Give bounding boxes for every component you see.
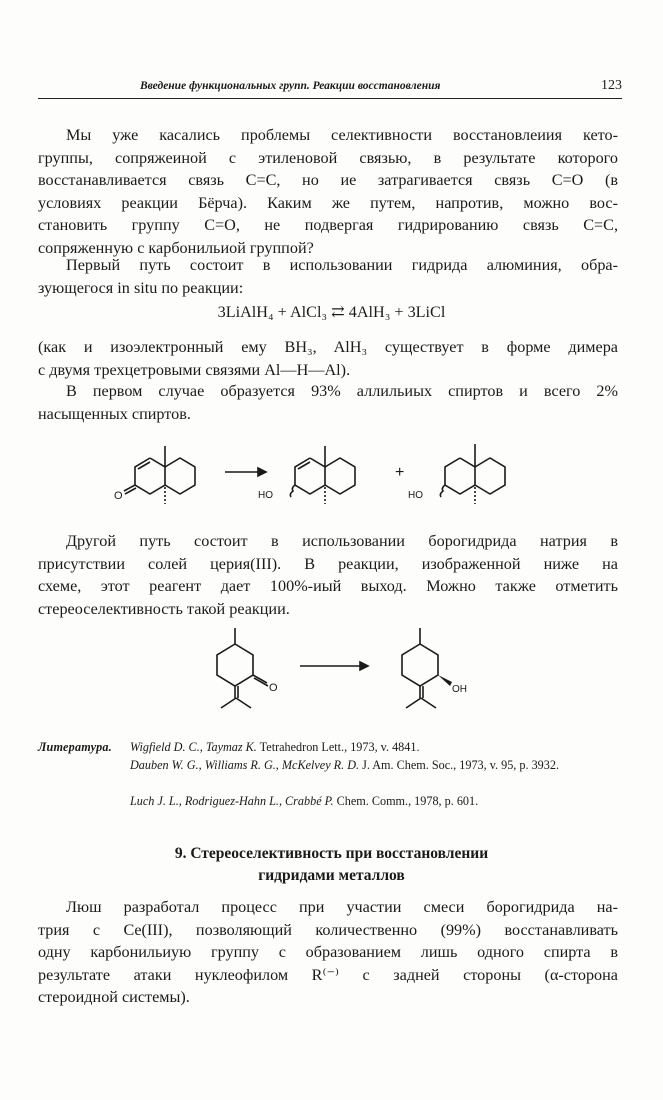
reference-3: Luch J. L., Rodriguez-Hahn L., Crabbé P. Chem. Comm., 1978, p. 601. <box>130 794 479 808</box>
text-line: (как и изоэлектронный ему BH₃, AlH₃ существует в форме димера <box>38 338 618 356</box>
section-heading-line-1: 9. Стереоселективность при восстановлении <box>174 845 489 862</box>
paragraph-4 <box>38 380 618 425</box>
page-header <box>38 80 622 99</box>
wedge-bond <box>438 675 452 686</box>
text-line: насыщенных спиртов. <box>38 404 191 423</box>
reaction-arrow <box>225 468 266 476</box>
text-line: группы, сопряжеиной с этиленовой связью, в результате которого <box>38 148 618 167</box>
text-line: условиях реакции Бёрча). Каким же путем, напротив, можно вос- <box>38 193 618 212</box>
pulegol-structure <box>402 628 438 708</box>
text-line: становить группу C=O, не подвергая гидрированию связь C=C, <box>38 216 618 234</box>
text-line: зующегося in situ по реакции: <box>38 278 244 297</box>
paragraph-3 <box>38 336 618 381</box>
text-line: схеме, этот реагент дает 100%-иый выход. Можно также отметить <box>38 577 618 595</box>
paragraph-5 <box>38 530 618 620</box>
page-number: 123 <box>601 78 622 93</box>
paragraph-6 <box>38 896 618 1009</box>
label-ho-2: HO <box>408 490 423 501</box>
running-title: Введение функциональных групп. Реакции восстановления <box>140 80 441 92</box>
reaction-equation: 3LiAlH₄ + AlCl₃ ⇄ 4AlH₃ + 3LiCl <box>217 303 446 321</box>
paragraph-1 <box>38 124 618 259</box>
text-line: одну карбонильиую группу с образованием лишь одного спирта в <box>38 943 618 961</box>
text-line: Люш разработал процесс при участии смеси борогидрида на- <box>66 898 618 916</box>
label-o: O <box>114 490 123 502</box>
text-line: с двумя трехцетровыми связями Al—H—Al). <box>38 360 351 379</box>
plus-sign: + <box>395 464 405 481</box>
literature-label: Литература. <box>38 740 112 754</box>
label-oh: OH <box>452 684 467 695</box>
reaction-scheme-1 <box>110 432 550 512</box>
text-line: Мы уже касались проблемы селективности восстановлеиия кето- <box>66 126 618 144</box>
section-heading <box>0 843 663 887</box>
text-line: В первом случае образуется 93% аллильиых спиртов и всего 2% <box>66 382 618 400</box>
reference-2: Dauben W. G., Williams R. G., McKelvey R. D. J. Am. Chem. Soc., 1973, v. 95, p. 3932. <box>130 758 560 772</box>
text-line: стереоселективность такой реакции. <box>38 599 290 618</box>
text-line: трия с Ce(III), позволяющий количественно (99%) восстанавливать <box>38 920 618 939</box>
text-line: стероидной системы). <box>38 988 190 1006</box>
text-line: присутствии солей церия(III). В реакции, изображенной ниже на <box>38 554 618 573</box>
section-heading-line-2: гидридами металлов <box>258 867 405 884</box>
pulegone-structure <box>217 628 268 708</box>
text-line: восстанавливается связь C=C, но ие затрагивается связь C=O (в <box>38 171 618 189</box>
paragraph-2 <box>38 254 618 299</box>
decalone-structure <box>124 446 195 504</box>
text-line: результате атаки нуклеофилом R⁽⁻⁾ с задней стороны (α-сторона <box>38 965 618 984</box>
allylic-alcohol-structure <box>290 446 355 504</box>
saturated-alcohol-structure <box>440 444 505 504</box>
label-o-2: O <box>269 682 278 694</box>
reaction-scheme-2 <box>180 622 500 722</box>
text-line: сопряженную с карбонильиой группой? <box>38 238 314 257</box>
reaction-arrow-2 <box>300 662 368 670</box>
text-line: Другой путь состоит в использовании борогидрида натрия в <box>66 532 618 550</box>
label-ho-1: HO <box>258 490 273 501</box>
text-line: Первый путь состоит в использовании гидрида алюминия, обра- <box>66 256 618 274</box>
reference-1: Wigfield D. C., Taymaz K. Tetrahedron Lett., 1973, v. 4841. <box>130 740 420 754</box>
